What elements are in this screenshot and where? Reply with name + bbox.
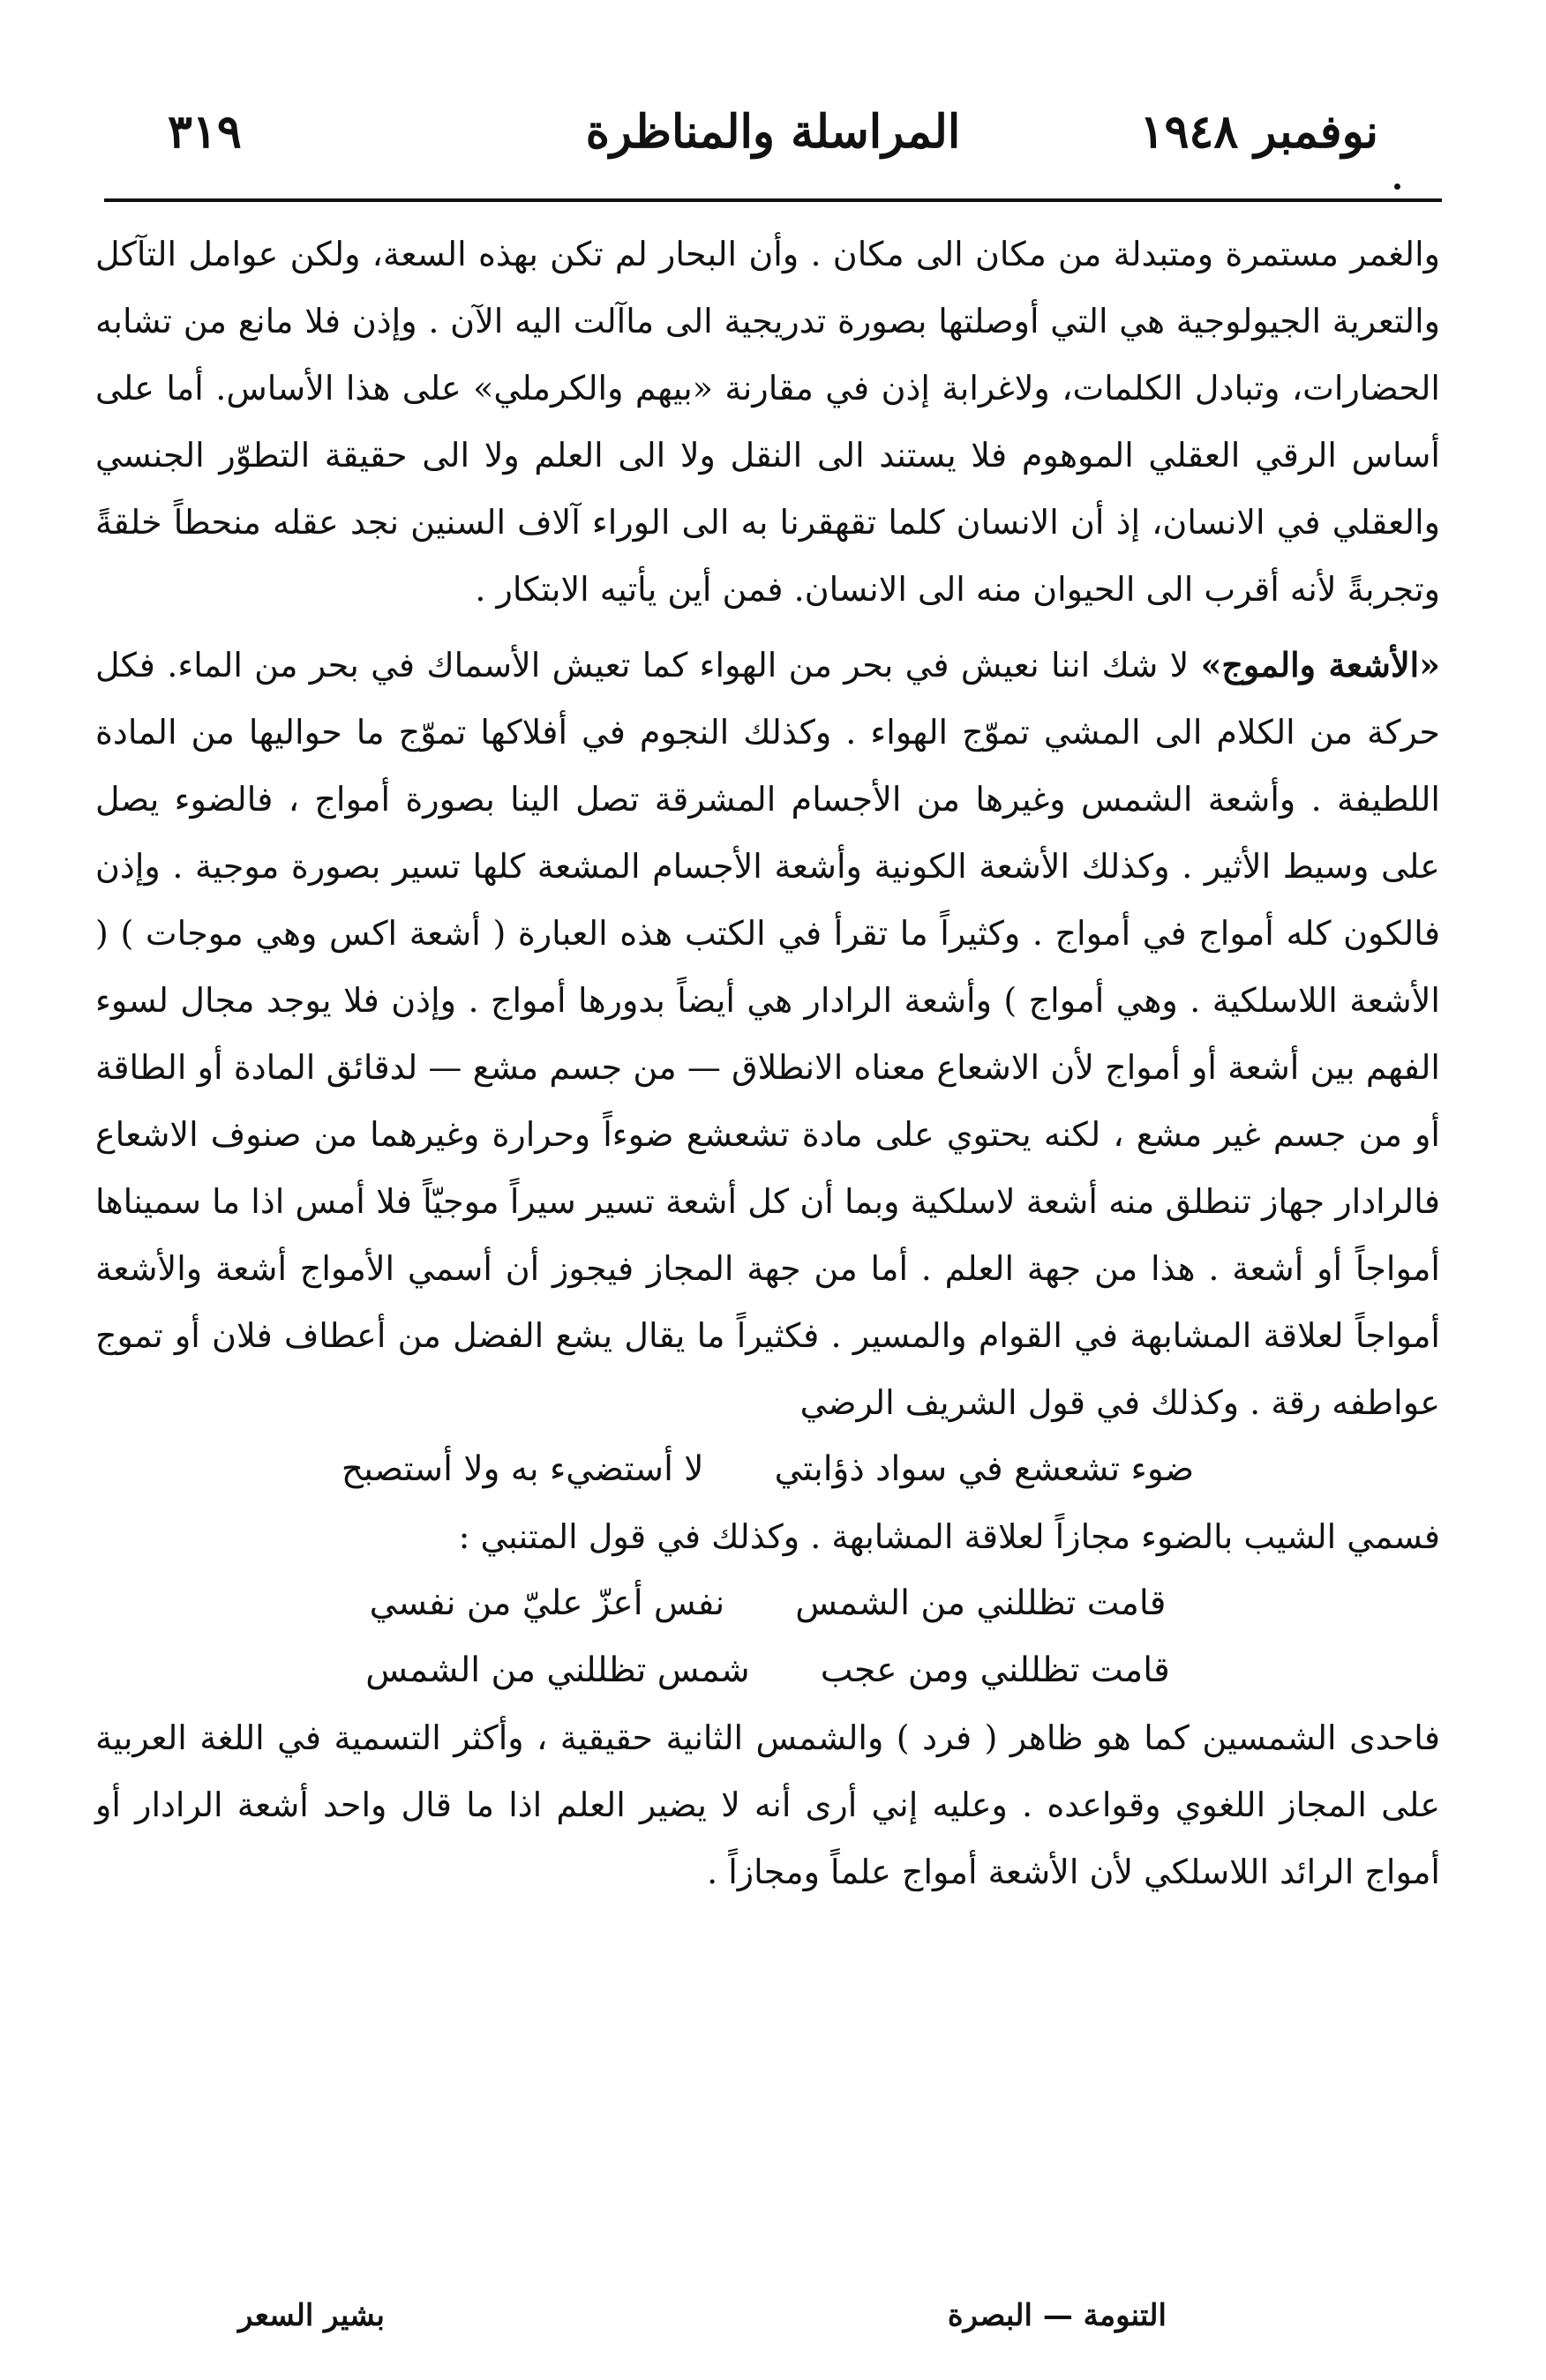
paragraph-2-text: لا شك اننا نعيش في بحر من الهواء كما تعيش الأسماك في بحر من الماء. فكل حركة من الكلام الى المشي تموّج الهواء . وكذلك النجوم في أفلاكها تموّج ما حواليها من المادة اللطيفة . وأشعة الشمس وغيرها من الأجسام المشرقة تصل الينا بصورة أمواج ، فالضوء يصل على وسيط الأثير . وكذلك الأشعة الكونية وأشعة الأجسام المشعة كلها تسير بصورة موجية . وإذن فالكون كله أمواج في أمواج . وكثيراً ما تقرأ في الكتب هذه العبارة ( أشعة اكس وهي موجات ) ( الأشعة اللاسلكية . وهي أمواج ) وأشعة الرادار هي أيضاً بدورها أمواج . وإذن فلا يوجد مجال لسوء الفهم بين أشعة أو أمواج لأن الاشعاع معناه الانطلاق — من جسم مشع — لدقائق المادة أو الطاقة أو من جسم غير مشع ، لكنه يحتوي على مادة تشعشع ضوءاً وحرارة وغيرهما من صنوف الاشعاع فالرادار جهاز تنطلق منه أشعة لاسلكية وبما أن كل أشعة تسير سيراً موجيّاً فلا أمس اذا ما سميناها أمواجاً أو أشعة . هذا من جهة العلم . أما من جهة المجاز فيجوز أن أسمي الأمواج أشعة والأشعة أمواجاً لعلاقة المشابهة في القوام والمسير . فكثيراً ما يقال يشع الفضل من أعطاف فلان أو تموج عواطفه رقة . وكذلك في قول الشريف الرضي bbox=[95, 646, 1440, 1422]
header-rule bbox=[104, 198, 1442, 202]
verse-2 bbox=[95, 1570, 1440, 1637]
verse-3 bbox=[95, 1637, 1440, 1704]
paragraph-2 bbox=[95, 632, 1440, 1436]
header-section-title: المراسلة والمناظرة bbox=[585, 105, 961, 159]
verse-3-first-hemistich: قامت تظللني ومن عجب bbox=[820, 1650, 1170, 1690]
paragraph-1: والغمر مستمرة ومتبدلة من مكان الى مكان . وأن البحار لم تكن بهذه السعة، ولكن عوامل التآكل والتعرية الجيولوجية هي التي أوصلتها بصورة تدريجية الى ماآلت اليه الآن . وإذن فلا مانع من تشابه الحضارات، وتبادل الكلمات، ولاغرابة إذن في مقارنة «بيهم والكرملي» على هذا الأساس. أما على أساس الرقي العقلي الموهوم فلا يستند الى النقل ولا الى العلم ولا الى حقيقة التطوّر الجنسي والعقلي في الانسان، إذ أن الانسان كلما تقهقرنا به الى الوراء آلاف السنين نجد عقله منحطاً خلقةً وتجربةً لأنه أقرب الى الحيوان منه الى الانسان. فمن أين يأتيه الابتكار . bbox=[95, 235, 1440, 609]
article-body bbox=[95, 221, 1440, 1905]
header-date: نوفمبر ١٩٤٨ bbox=[1139, 105, 1378, 159]
verse-2-first-hemistich: قامت تظللني من الشمس bbox=[795, 1583, 1167, 1623]
signature-place: التنومة — البصرة bbox=[947, 2298, 1167, 2333]
paragraph-4: فاحدى الشمسين كما هو ظاهر ( فرد ) والشمس الثانية حقيقية ، وأكثر التسمية في اللغة العربية على المجاز اللغوي وقواعده . وعليه إني أرى أنه لا يضير العلم اذا ما قال واحد أشعة الرادار أو أمواج الرائد اللاسلكي لأن الأشعة أمواج علماً ومجازاً . bbox=[95, 1718, 1440, 1891]
verse-1 bbox=[95, 1436, 1440, 1503]
verse-3-second-hemistich: شمس تظللني من الشمس bbox=[365, 1650, 750, 1690]
verse-2-second-hemistich: نفس أعزّ عليّ من نفسي bbox=[369, 1583, 725, 1623]
signature-block bbox=[115, 2298, 1431, 2351]
page-header bbox=[115, 97, 1431, 176]
verse-1-first-hemistich: ضوء تشعشع في سواد ذؤابتي bbox=[774, 1449, 1195, 1489]
signature-author: بشير السعر bbox=[238, 2298, 385, 2333]
paragraph-3: فسمي الشيب بالضوء مجازاً لعلاقة المشابهة . وكذلك في قول المتنبي : bbox=[458, 1517, 1440, 1556]
verse-1-second-hemistich: لا أستضيء به ولا أستصبح bbox=[341, 1449, 704, 1489]
header-rule-dot bbox=[1394, 183, 1400, 190]
page-number: ٣١٩ bbox=[168, 105, 242, 159]
section-heading: «الأشعة والموج» bbox=[1200, 645, 1440, 685]
